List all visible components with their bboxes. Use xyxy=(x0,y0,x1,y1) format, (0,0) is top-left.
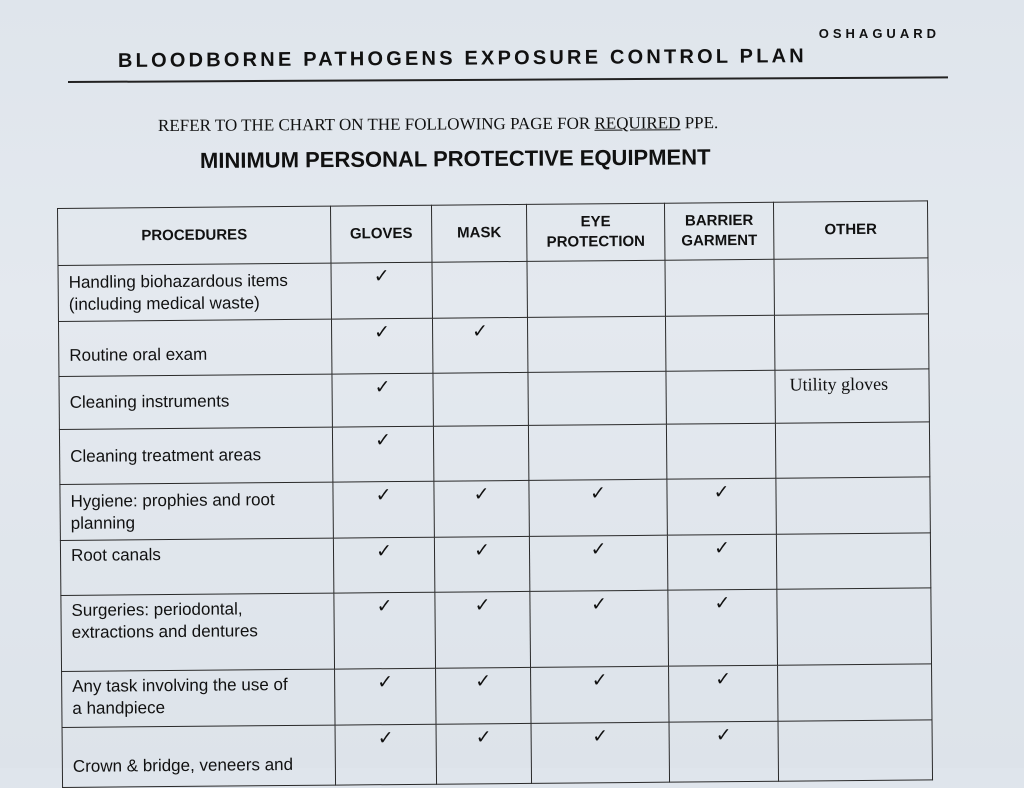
procedure-line2: a handpiece xyxy=(72,698,166,718)
procedure-line2: planning xyxy=(70,512,136,533)
procedure-cell xyxy=(58,263,331,321)
other-cell xyxy=(776,533,930,589)
col-header-barrier-line2: GARMENT xyxy=(681,231,758,250)
mask-check: ✓ xyxy=(432,317,527,373)
barrier-check xyxy=(666,423,775,479)
mask-check xyxy=(432,261,527,318)
procedure-line1: Root canals xyxy=(70,545,161,565)
gloves-check: ✓ xyxy=(333,481,434,538)
gloves-check: ✓ xyxy=(335,724,437,785)
procedure-line1: Crown & bridge, veneers and xyxy=(72,754,294,776)
table-title: MINIMUM PERSONAL PROTECTIVE EQUIPMENT xyxy=(199,144,711,173)
procedure-cell xyxy=(60,482,333,540)
mask-check xyxy=(433,425,528,481)
table-row xyxy=(60,477,930,541)
other-cell: Utility gloves xyxy=(775,369,929,423)
procedure-cell xyxy=(59,427,332,484)
col-header-gloves: GLOVES xyxy=(330,205,431,263)
barrier-check xyxy=(665,259,774,316)
procedure-cell xyxy=(60,538,333,595)
other-cell xyxy=(774,258,928,315)
eye-check: ✓ xyxy=(529,535,667,591)
header-rule xyxy=(68,76,948,83)
procedure-line1: Cleaning instruments xyxy=(69,391,230,412)
mask-check xyxy=(433,372,528,426)
mask-check: ✓ xyxy=(435,591,531,668)
procedure-line1: Surgeries: periodontal, xyxy=(71,599,243,620)
barrier-check: ✓ xyxy=(669,665,778,722)
eye-check xyxy=(527,260,665,317)
other-cell xyxy=(775,422,929,478)
procedure-cell xyxy=(62,669,335,727)
col-header-eye-protection xyxy=(526,203,664,261)
gloves-check: ✓ xyxy=(335,668,436,725)
barrier-check: ✓ xyxy=(669,721,779,782)
eye-check: ✓ xyxy=(529,479,667,536)
table-row xyxy=(61,588,932,672)
col-header-eye-line1: EYE xyxy=(580,213,611,231)
brand-name: OSHAGUARD xyxy=(818,26,940,41)
plan-title: BLOODBORNE PATHOGENS EXPOSURE CONTROL PLAN xyxy=(117,45,807,72)
table-row xyxy=(58,258,928,322)
mask-check: ✓ xyxy=(434,480,529,537)
gloves-check: ✓ xyxy=(331,262,432,319)
procedure-line2: extractions and dentures xyxy=(71,621,258,642)
procedure-line1: Routine oral exam xyxy=(69,344,208,365)
procedure-line1: Hygiene: prophies and root xyxy=(70,489,275,511)
col-header-barrier-garment xyxy=(664,202,773,260)
table-row xyxy=(59,422,929,485)
gloves-check: ✓ xyxy=(331,318,432,374)
barrier-check xyxy=(666,370,775,424)
barrier-check xyxy=(665,315,774,371)
procedure-cell xyxy=(58,319,331,376)
eye-check: ✓ xyxy=(531,722,670,783)
eye-check xyxy=(527,316,665,372)
mask-check: ✓ xyxy=(436,723,532,784)
barrier-check: ✓ xyxy=(667,478,776,535)
procedure-cell xyxy=(61,593,335,671)
table-row xyxy=(62,720,932,788)
procedure-cell xyxy=(62,725,336,787)
eye-check xyxy=(528,371,666,425)
other-cell xyxy=(774,314,928,370)
col-header-eye-line2: PROTECTION xyxy=(546,232,646,251)
other-cell xyxy=(777,588,932,665)
procedure-line1: Cleaning treatment areas xyxy=(70,445,262,466)
barrier-check: ✓ xyxy=(667,534,776,590)
gloves-check: ✓ xyxy=(334,592,436,669)
col-header-other: OTHER xyxy=(773,201,927,259)
other-cell xyxy=(776,477,930,534)
table-header-row xyxy=(58,201,928,266)
table-row xyxy=(59,369,929,430)
col-header-barrier-line1: BARRIER xyxy=(684,211,754,230)
procedure-line1: Any task involving the use of xyxy=(72,675,288,696)
col-header-mask: MASK xyxy=(431,204,526,262)
gloves-check: ✓ xyxy=(332,426,433,482)
eye-check: ✓ xyxy=(531,666,669,723)
gloves-check: ✓ xyxy=(333,537,434,593)
ppe-table xyxy=(57,200,933,788)
mask-check: ✓ xyxy=(436,667,531,724)
instruction-line xyxy=(158,112,878,136)
other-cell xyxy=(778,664,932,721)
procedure-cell xyxy=(59,374,332,429)
procedure-line1: Handling biohazardous items xyxy=(68,270,288,292)
instruction-text: REFER TO THE CHART ON THE FOLLOWING PAGE FOR xyxy=(157,113,595,135)
instruction-emphasis: REQUIRED xyxy=(594,113,681,133)
table-row xyxy=(60,533,930,596)
instruction-suffix: PPE. xyxy=(680,113,719,133)
barrier-check: ✓ xyxy=(668,589,778,666)
mask-check: ✓ xyxy=(434,536,529,592)
eye-check xyxy=(528,424,666,480)
other-cell xyxy=(778,720,933,781)
col-header-procedures: PROCEDURES xyxy=(58,206,331,265)
eye-check: ✓ xyxy=(530,590,669,667)
table-row xyxy=(62,664,932,728)
table-row xyxy=(58,314,928,377)
gloves-check: ✓ xyxy=(332,373,433,427)
procedure-line2: (including medical waste) xyxy=(68,292,260,314)
